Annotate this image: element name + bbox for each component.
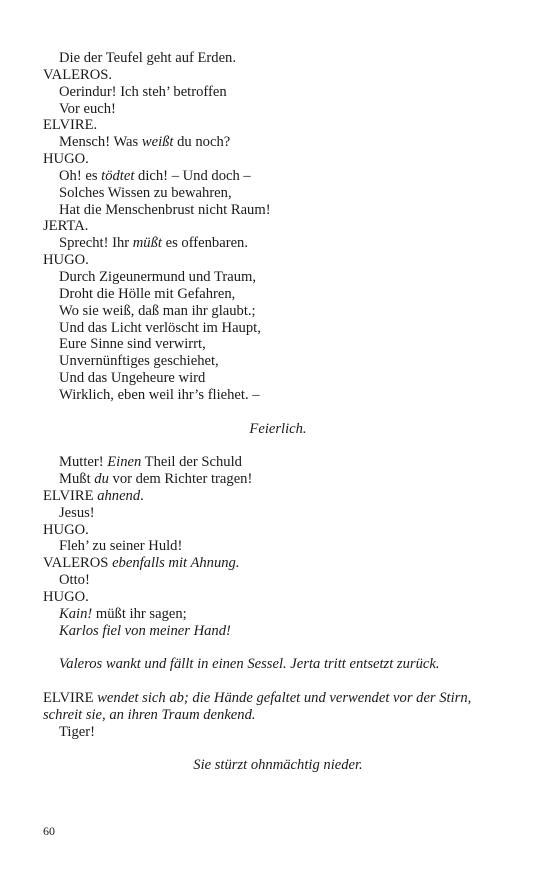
text-run: Feierlich. <box>249 420 307 437</box>
verse-line <box>43 538 513 555</box>
speaker-line <box>43 151 513 168</box>
speaker-line <box>43 218 513 235</box>
text-run: Eure Sinne sind verwirrt, <box>59 336 206 353</box>
text-run: Kain! <box>59 605 93 622</box>
verse-line <box>43 185 513 202</box>
verse-line <box>43 724 513 741</box>
verse-line <box>43 101 513 118</box>
text-run: Valeros wankt und fällt in einen Sessel. Jerta tritt entsetzt zurück. <box>59 656 440 673</box>
text-run: müßt ihr sagen; <box>92 605 187 622</box>
speaker-line <box>43 252 513 269</box>
verse-line <box>43 454 513 471</box>
text-run: VALEROS <box>43 555 113 572</box>
text-run: Tiger! <box>59 723 95 740</box>
verse-line <box>43 370 513 387</box>
text-run: Mußt <box>59 471 95 488</box>
verse-line <box>43 606 513 623</box>
text-run: müßt <box>132 235 162 252</box>
stage-direction <box>43 421 513 438</box>
text-block <box>43 50 513 774</box>
verse-line <box>43 168 513 185</box>
text-run: ebenfalls mit Ahnung. <box>112 555 240 572</box>
text-run: Mensch! Was <box>59 134 142 151</box>
text-run: Und das Licht verlöscht im Haupt, <box>59 319 261 336</box>
stage-direction <box>43 757 513 774</box>
verse-line <box>43 387 513 404</box>
speaker-line <box>43 707 513 724</box>
text-run: Sprecht! Ihr <box>59 235 133 252</box>
blank-line <box>43 640 513 657</box>
speaker-line <box>43 555 513 572</box>
verse-line <box>43 572 513 589</box>
text-run: Oh! es <box>59 167 102 184</box>
speaker-line <box>43 67 513 84</box>
text-run: dich! – Und doch – <box>134 167 251 184</box>
verse-line <box>43 134 513 151</box>
speaker-line <box>43 690 513 707</box>
text-run: HUGO. <box>43 151 89 168</box>
text-run: Fleh’ zu seiner Huld! <box>59 538 183 555</box>
text-run: Otto! <box>59 572 90 589</box>
text-run: Wirklich, eben weil ihr’s fliehet. – <box>59 386 260 403</box>
text-run: HUGO. <box>43 589 89 605</box>
verse-line <box>43 336 513 353</box>
text-run: Durch Zigeunermund und Traum, <box>59 268 256 285</box>
verse-line <box>43 353 513 370</box>
verse-line <box>43 84 513 101</box>
verse-line <box>43 303 513 320</box>
speaker-line <box>43 522 513 539</box>
text-run: HUGO. <box>43 521 89 538</box>
text-run: . <box>140 487 144 504</box>
text-run: du <box>94 471 109 488</box>
text-run: wendet sich ab; die Hände gefaltet und verwendet vor der Stirn, <box>97 690 472 707</box>
text-run: Hat die Menschenbrust nicht Raum! <box>59 201 271 218</box>
speaker-line <box>43 117 513 134</box>
blank-line <box>43 741 513 758</box>
text-run: Die der Teufel geht auf Erden. <box>59 50 236 66</box>
text-run: ELVIRE. <box>43 117 98 134</box>
text-run: vor dem Richter tragen! <box>108 471 253 488</box>
verse-line <box>43 505 513 522</box>
text-run: Jesus! <box>59 504 95 521</box>
text-run: JERTA. <box>43 218 89 235</box>
page-number: 60 <box>43 824 55 838</box>
text-run: Wo sie weiß, daß man ihr glaubt.; <box>59 302 256 319</box>
verse-line <box>43 235 513 252</box>
text-run: tödtet <box>101 167 135 184</box>
text-run: ELVIRE <box>43 690 98 707</box>
verse-line <box>43 269 513 286</box>
text-run: Karlos fiel von meiner Hand! <box>59 622 231 639</box>
text-run: weißt <box>141 134 174 151</box>
text-run: Oerindur! Ich steh’ betroffen <box>59 83 227 100</box>
text-run: es offenbaren. <box>161 235 248 252</box>
verse-line <box>43 50 513 67</box>
text-run: Droht die Hölle mit Gefahren, <box>59 285 236 302</box>
text-run: VALEROS. <box>43 66 113 83</box>
verse-line <box>43 320 513 337</box>
text-run: Sie stürzt ohnmächtig nieder. <box>193 757 363 774</box>
verse-line <box>43 471 513 488</box>
text-run: du noch? <box>173 134 231 151</box>
blank-line <box>43 404 513 421</box>
blank-line <box>43 437 513 454</box>
text-run: Mutter! <box>59 454 108 471</box>
text-run: Theil der Schuld <box>141 454 242 471</box>
speaker-line <box>43 488 513 505</box>
text-run: HUGO. <box>43 252 89 269</box>
text-run: schreit sie, an ihren Traum denkend. <box>43 706 256 723</box>
text-run: Und das Ungeheure wird <box>59 370 206 387</box>
blank-line <box>43 673 513 690</box>
verse-line <box>43 202 513 219</box>
verse-line <box>43 623 513 640</box>
verse-line <box>43 656 513 673</box>
text-run: ahnend <box>97 487 141 504</box>
text-run: Einen <box>107 454 142 471</box>
text-run: Vor euch! <box>59 100 116 117</box>
speaker-line <box>43 589 513 606</box>
text-run: Unvernünftiges geschiehet, <box>59 353 219 370</box>
text-run: Solches Wissen zu bewahren, <box>59 184 232 201</box>
verse-line <box>43 286 513 303</box>
text-run: ELVIRE <box>43 487 98 504</box>
